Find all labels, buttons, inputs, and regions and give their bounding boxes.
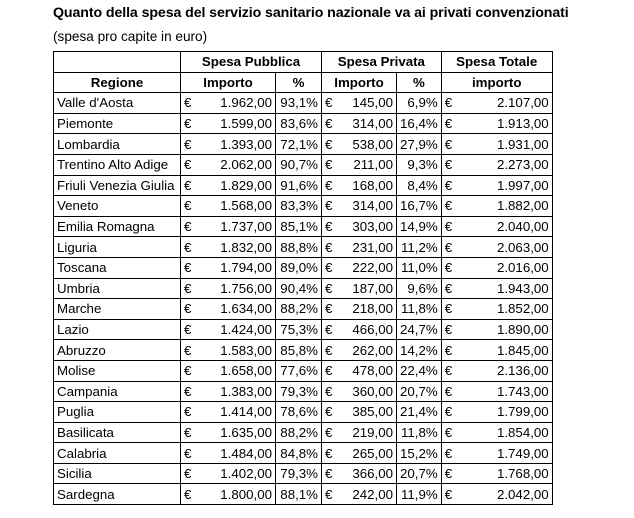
cell-regione: Trentino Alto Adige — [54, 154, 181, 175]
cell-totale — [441, 113, 552, 134]
amount-value: 360,00 — [352, 383, 393, 399]
cell-pub-percent: 89,0% — [276, 257, 322, 278]
amount-value: 2.107,00 — [496, 95, 549, 111]
header-spesa-pubblica: Spesa Pubblica — [181, 52, 322, 73]
currency-symbol: € — [325, 466, 333, 482]
cell-totale — [441, 484, 552, 505]
cell-totale — [441, 175, 552, 196]
cell-priv-percent: 11,8% — [397, 299, 442, 320]
cell-totale — [441, 93, 552, 114]
currency-symbol: € — [325, 322, 333, 338]
cell-pub-percent: 77,6% — [276, 360, 322, 381]
amount-value: 2.136,00 — [496, 363, 549, 379]
cell-regione: Sardegna — [54, 484, 181, 505]
amount-value: 366,00 — [352, 466, 393, 482]
currency-symbol: € — [325, 363, 333, 379]
amount-value: 2.062,00 — [220, 157, 272, 173]
currency-symbol: € — [444, 466, 453, 482]
cell-priv-percent: 21,4% — [397, 402, 442, 423]
table-row — [54, 175, 553, 196]
amount-value: 1.737,00 — [220, 219, 272, 235]
table-row — [54, 340, 553, 361]
amount-value: 1.845,00 — [496, 342, 549, 358]
cell-priv-importo — [322, 422, 397, 443]
amount-value: 1.799,00 — [496, 404, 549, 420]
currency-symbol: € — [325, 95, 333, 111]
amount-value: 1.383,00 — [220, 383, 272, 399]
cell-priv-percent: 15,2% — [397, 443, 442, 464]
cell-priv-importo — [322, 484, 397, 505]
cell-pub-percent: 75,3% — [276, 319, 322, 340]
cell-pub-importo — [181, 360, 276, 381]
cell-pub-importo — [181, 443, 276, 464]
cell-totale — [441, 257, 552, 278]
cell-pub-importo — [181, 93, 276, 114]
cell-totale — [441, 463, 552, 484]
table-row — [54, 134, 553, 155]
cell-pub-percent: 90,4% — [276, 278, 322, 299]
currency-symbol: € — [444, 486, 453, 502]
cell-priv-importo — [322, 257, 397, 278]
amount-value: 145,00 — [352, 95, 393, 111]
amount-value: 1.484,00 — [220, 445, 272, 461]
cell-priv-percent: 14,2% — [397, 340, 442, 361]
document-subtitle: (spesa pro capite in euro) — [53, 29, 208, 44]
currency-symbol: € — [444, 280, 453, 296]
cell-regione: Toscana — [54, 257, 181, 278]
amount-value: 2.016,00 — [496, 260, 549, 276]
amount-value: 1.756,00 — [220, 280, 272, 296]
currency-symbol: € — [325, 239, 333, 255]
cell-pub-percent: 78,6% — [276, 402, 322, 423]
amount-value: 1.414,00 — [220, 404, 272, 420]
cell-priv-percent: 6,9% — [397, 93, 442, 114]
header-pub-importo: Importo — [181, 72, 276, 93]
amount-value: 1.829,00 — [220, 177, 272, 193]
currency-symbol: € — [184, 383, 192, 399]
cell-priv-percent: 9,3% — [397, 154, 442, 175]
cell-pub-percent: 72,1% — [276, 134, 322, 155]
table-row — [54, 443, 553, 464]
cell-priv-percent: 11,8% — [397, 422, 442, 443]
cell-regione: Friuli Venezia Giulia — [54, 175, 181, 196]
table-row — [54, 93, 553, 114]
currency-symbol: € — [184, 219, 192, 235]
cell-pub-importo — [181, 154, 276, 175]
cell-totale — [441, 381, 552, 402]
cell-regione: Molise — [54, 360, 181, 381]
amount-value: 1.424,00 — [220, 322, 272, 338]
currency-symbol: € — [444, 157, 453, 173]
cell-priv-importo — [322, 402, 397, 423]
currency-symbol: € — [184, 301, 192, 317]
header-priv-importo: Importo — [322, 72, 397, 93]
cell-regione: Veneto — [54, 196, 181, 217]
cell-priv-importo — [322, 134, 397, 155]
cell-pub-percent: 79,3% — [276, 463, 322, 484]
table-row — [54, 381, 553, 402]
cell-regione: Valle d'Aosta — [54, 93, 181, 114]
cell-pub-importo — [181, 196, 276, 217]
table-row — [54, 402, 553, 423]
currency-symbol: € — [444, 219, 453, 235]
table-row — [54, 360, 553, 381]
cell-pub-importo — [181, 340, 276, 361]
cell-priv-importo — [322, 175, 397, 196]
table-row — [54, 237, 553, 258]
header-regione: Regione — [54, 72, 181, 93]
amount-value: 1.962,00 — [220, 95, 272, 111]
cell-priv-importo — [322, 381, 397, 402]
currency-symbol: € — [184, 404, 192, 420]
currency-symbol: € — [184, 363, 192, 379]
cell-pub-importo — [181, 381, 276, 402]
amount-value: 242,00 — [352, 486, 393, 502]
currency-symbol: € — [184, 466, 192, 482]
cell-regione: Liguria — [54, 237, 181, 258]
amount-value: 1.768,00 — [496, 466, 549, 482]
amount-value: 1.800,00 — [220, 486, 272, 502]
currency-symbol: € — [325, 177, 333, 193]
amount-value: 219,00 — [352, 424, 393, 440]
cell-totale — [441, 216, 552, 237]
cell-totale — [441, 402, 552, 423]
cell-pub-importo — [181, 319, 276, 340]
cell-priv-percent: 14,9% — [397, 216, 442, 237]
table-row — [54, 422, 553, 443]
amount-value: 1.794,00 — [220, 260, 272, 276]
cell-pub-percent: 83,3% — [276, 196, 322, 217]
cell-priv-importo — [322, 216, 397, 237]
cell-priv-percent: 16,7% — [397, 196, 442, 217]
cell-totale — [441, 134, 552, 155]
header-pub-percent: % — [276, 72, 322, 93]
amount-value: 385,00 — [352, 404, 393, 420]
amount-value: 231,00 — [352, 239, 393, 255]
currency-symbol: € — [184, 157, 192, 173]
currency-symbol: € — [444, 301, 453, 317]
header-row-columns — [54, 72, 553, 93]
currency-symbol: € — [444, 177, 453, 193]
amount-value: 314,00 — [352, 198, 393, 214]
table-row — [54, 484, 553, 505]
cell-priv-percent: 11,2% — [397, 237, 442, 258]
amount-value: 1.832,00 — [220, 239, 272, 255]
amount-value: 1.943,00 — [496, 280, 549, 296]
amount-value: 2.273,00 — [496, 157, 549, 173]
currency-symbol: € — [444, 136, 453, 152]
amount-value: 1.599,00 — [220, 116, 272, 132]
cell-totale — [441, 443, 552, 464]
header-spesa-totale: Spesa Totale — [441, 52, 552, 73]
cell-regione: Umbria — [54, 278, 181, 299]
header-blank-cell — [54, 52, 181, 73]
cell-regione: Campania — [54, 381, 181, 402]
cell-priv-importo — [322, 463, 397, 484]
amount-value: 2.063,00 — [496, 239, 549, 255]
cell-pub-percent: 85,8% — [276, 340, 322, 361]
cell-totale — [441, 196, 552, 217]
cell-priv-percent: 27,9% — [397, 134, 442, 155]
currency-symbol: € — [325, 342, 333, 358]
currency-symbol: € — [325, 280, 333, 296]
cell-totale — [441, 237, 552, 258]
cell-pub-importo — [181, 216, 276, 237]
table-row — [54, 113, 553, 134]
amount-value: 1.913,00 — [496, 116, 549, 132]
cell-priv-importo — [322, 154, 397, 175]
amount-value: 1.568,00 — [220, 198, 272, 214]
currency-symbol: € — [325, 301, 333, 317]
header-priv-percent: % — [397, 72, 442, 93]
currency-symbol: € — [184, 136, 192, 152]
currency-symbol: € — [325, 424, 333, 440]
amount-value: 1.931,00 — [496, 136, 549, 152]
cell-pub-importo — [181, 484, 276, 505]
table-row — [54, 257, 553, 278]
cell-pub-percent: 88,8% — [276, 237, 322, 258]
document-title: Quanto della spesa del servizio sanitario nazionale va ai privati convenzionati — [53, 5, 569, 21]
cell-pub-percent: 83,6% — [276, 113, 322, 134]
amount-value: 1.854,00 — [496, 424, 549, 440]
cell-regione: Sicilia — [54, 463, 181, 484]
amount-value: 478,00 — [352, 363, 393, 379]
cell-pub-importo — [181, 463, 276, 484]
amount-value: 1.997,00 — [496, 177, 549, 193]
cell-pub-percent: 84,8% — [276, 443, 322, 464]
header-row-groups — [54, 52, 553, 73]
currency-symbol: € — [325, 157, 333, 173]
cell-regione: Lombardia — [54, 134, 181, 155]
cell-priv-importo — [322, 340, 397, 361]
currency-symbol: € — [444, 404, 453, 420]
cell-pub-importo — [181, 402, 276, 423]
table-body — [54, 93, 553, 505]
cell-regione: Marche — [54, 299, 181, 320]
cell-priv-percent: 20,7% — [397, 463, 442, 484]
amount-value: 1.852,00 — [496, 301, 549, 317]
currency-symbol: € — [444, 198, 453, 214]
cell-pub-importo — [181, 175, 276, 196]
currency-symbol: € — [444, 116, 453, 132]
table-row — [54, 278, 553, 299]
currency-symbol: € — [184, 239, 192, 255]
currency-symbol: € — [184, 198, 192, 214]
cell-pub-importo — [181, 113, 276, 134]
cell-totale — [441, 154, 552, 175]
amount-value: 1.634,00 — [220, 301, 272, 317]
cell-totale — [441, 278, 552, 299]
currency-symbol: € — [325, 116, 333, 132]
amount-value: 1.658,00 — [220, 363, 272, 379]
table-row — [54, 216, 553, 237]
currency-symbol: € — [184, 322, 192, 338]
amount-value: 1.393,00 — [220, 136, 272, 152]
cell-totale — [441, 340, 552, 361]
cell-totale — [441, 360, 552, 381]
currency-symbol: € — [444, 95, 453, 111]
cell-regione: Abruzzo — [54, 340, 181, 361]
cell-priv-percent: 11,9% — [397, 484, 442, 505]
amount-value: 1.890,00 — [496, 322, 549, 338]
currency-symbol: € — [325, 383, 333, 399]
currency-symbol: € — [325, 445, 333, 461]
currency-symbol: € — [184, 486, 192, 502]
table-row — [54, 299, 553, 320]
currency-symbol: € — [184, 342, 192, 358]
cell-priv-importo — [322, 237, 397, 258]
amount-value: 211,00 — [353, 157, 393, 173]
cell-priv-importo — [322, 196, 397, 217]
table-row — [54, 154, 553, 175]
cell-priv-importo — [322, 278, 397, 299]
amount-value: 1.635,00 — [220, 424, 272, 440]
cell-pub-importo — [181, 278, 276, 299]
cell-regione: Calabria — [54, 443, 181, 464]
amount-value: 1.402,00 — [220, 466, 272, 482]
table-row — [54, 463, 553, 484]
amount-value: 218,00 — [352, 301, 393, 317]
currency-symbol: € — [184, 424, 192, 440]
cell-pub-percent: 93,1% — [276, 93, 322, 114]
cell-priv-importo — [322, 93, 397, 114]
currency-symbol: € — [444, 260, 453, 276]
currency-symbol: € — [444, 342, 453, 358]
cell-pub-percent: 90,7% — [276, 154, 322, 175]
currency-symbol: € — [184, 177, 192, 193]
cell-regione: Puglia — [54, 402, 181, 423]
cell-totale — [441, 299, 552, 320]
cell-regione: Lazio — [54, 319, 181, 340]
currency-symbol: € — [184, 260, 192, 276]
cell-priv-percent: 16,4% — [397, 113, 442, 134]
cell-regione: Basilicata — [54, 422, 181, 443]
amount-value: 314,00 — [352, 116, 393, 132]
cell-priv-importo — [322, 319, 397, 340]
cell-pub-importo — [181, 134, 276, 155]
currency-symbol: € — [184, 95, 192, 111]
amount-value: 222,00 — [352, 260, 393, 276]
amount-value: 262,00 — [352, 342, 393, 358]
currency-symbol: € — [325, 486, 333, 502]
cell-regione: Piemonte — [54, 113, 181, 134]
cell-priv-percent: 8,4% — [397, 175, 442, 196]
currency-symbol: € — [444, 363, 453, 379]
cell-pub-percent: 79,3% — [276, 381, 322, 402]
cell-priv-importo — [322, 299, 397, 320]
cell-priv-importo — [322, 443, 397, 464]
cell-pub-importo — [181, 237, 276, 258]
cell-totale — [441, 319, 552, 340]
currency-symbol: € — [444, 424, 453, 440]
currency-symbol: € — [325, 136, 333, 152]
amount-value: 168,00 — [352, 177, 393, 193]
amount-value: 303,00 — [352, 219, 393, 235]
currency-symbol: € — [184, 280, 192, 296]
table-row — [54, 319, 553, 340]
currency-symbol: € — [184, 445, 192, 461]
cell-priv-percent: 22,4% — [397, 360, 442, 381]
cell-pub-importo — [181, 422, 276, 443]
amount-value: 1.743,00 — [496, 383, 549, 399]
currency-symbol: € — [444, 445, 453, 461]
cell-priv-percent: 11,0% — [397, 257, 442, 278]
currency-symbol: € — [325, 219, 333, 235]
cell-priv-percent: 24,7% — [397, 319, 442, 340]
cell-pub-importo — [181, 257, 276, 278]
currency-symbol: € — [444, 239, 453, 255]
amount-value: 466,00 — [352, 322, 393, 338]
cell-priv-importo — [322, 113, 397, 134]
currency-symbol: € — [184, 116, 192, 132]
amount-value: 2.040,00 — [496, 219, 549, 235]
header-spesa-privata: Spesa Privata — [322, 52, 442, 73]
cell-pub-importo — [181, 299, 276, 320]
currency-symbol: € — [444, 383, 453, 399]
amount-value: 2.042,00 — [496, 486, 549, 502]
currency-symbol: € — [444, 322, 453, 338]
cell-pub-percent: 88,2% — [276, 299, 322, 320]
currency-symbol: € — [325, 260, 333, 276]
amount-value: 1.749,00 — [496, 445, 549, 461]
header-tot-importo: importo — [441, 72, 552, 93]
spesa-table — [53, 51, 553, 505]
cell-regione: Emilia Romagna — [54, 216, 181, 237]
table-row — [54, 196, 553, 217]
cell-priv-percent: 9,6% — [397, 278, 442, 299]
amount-value: 1.583,00 — [220, 342, 272, 358]
cell-priv-importo — [322, 360, 397, 381]
cell-pub-percent: 88,2% — [276, 422, 322, 443]
amount-value: 538,00 — [352, 136, 393, 152]
amount-value: 265,00 — [352, 445, 393, 461]
amount-value: 187,00 — [352, 280, 393, 296]
currency-symbol: € — [325, 198, 333, 214]
cell-priv-percent: 20,7% — [397, 381, 442, 402]
cell-pub-percent: 91,6% — [276, 175, 322, 196]
cell-pub-percent: 88,1% — [276, 484, 322, 505]
amount-value: 1.882,00 — [496, 198, 549, 214]
cell-totale — [441, 422, 552, 443]
currency-symbol: € — [325, 404, 333, 420]
cell-pub-percent: 85,1% — [276, 216, 322, 237]
